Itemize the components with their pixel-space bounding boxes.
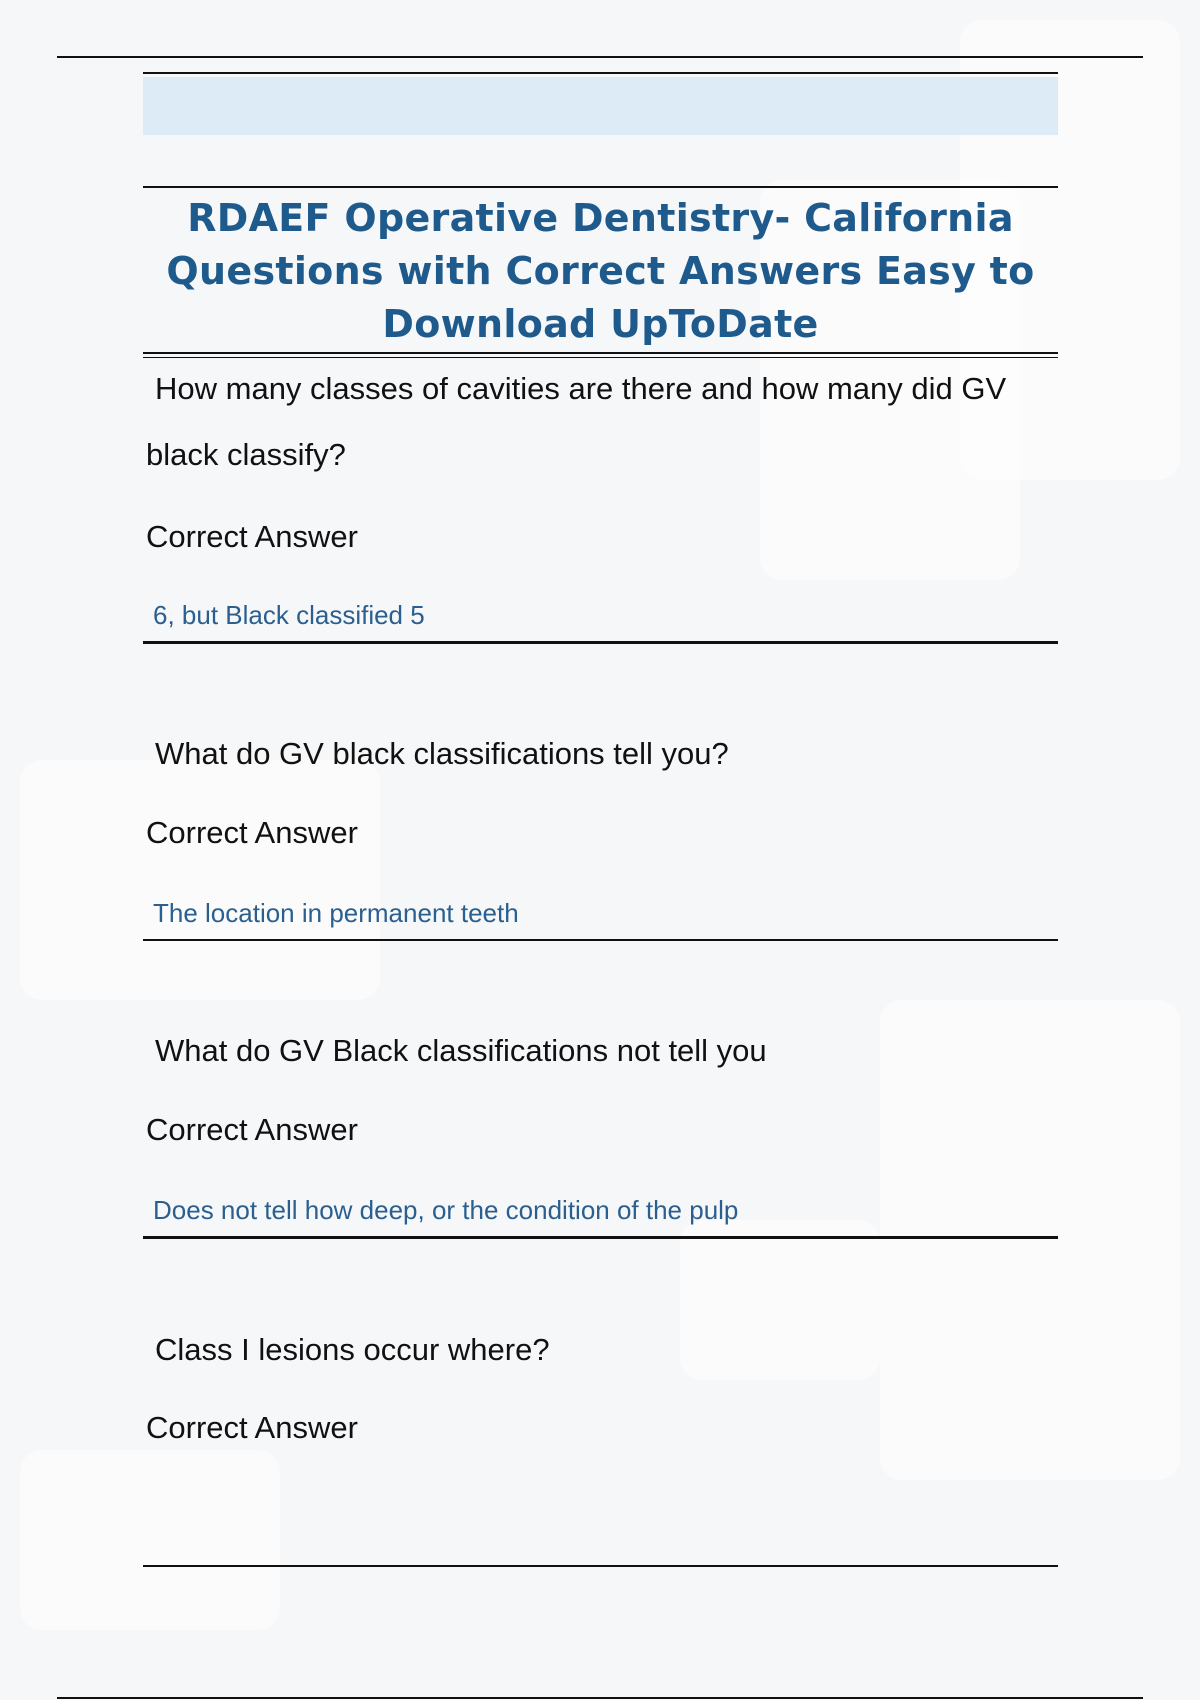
title-bottom-rule <box>143 352 1058 354</box>
header-banner <box>143 77 1058 135</box>
document-title: RDAEF Operative Dentistry- California Questions with Correct Answers Easy to Download UpToDate <box>166 196 1035 346</box>
question-text: What do GV black classifications tell you? <box>155 736 729 771</box>
correct-answer-label: Correct Answer <box>146 1410 358 1445</box>
header-rule <box>57 56 1143 58</box>
correct-answer-label: Correct Answer <box>146 815 358 850</box>
answer-text: 6, but Black classified 5 <box>153 600 425 630</box>
item-divider <box>143 641 1058 644</box>
title-top-rule <box>143 186 1058 188</box>
answer-text: The location in permanent teeth <box>153 898 519 928</box>
item-divider <box>143 939 1058 941</box>
question-text: Class I lesions occur where? <box>155 1332 550 1367</box>
item-divider <box>143 1236 1058 1239</box>
question-text: What do GV Black classifications not tell you <box>155 1033 767 1068</box>
answer-text: Does not tell how deep, or the condition of the pulp <box>153 1195 739 1225</box>
correct-answer-label: Correct Answer <box>146 1112 358 1147</box>
banner-top-rule <box>143 72 1058 74</box>
footer-rule <box>57 1697 1143 1699</box>
correct-answer-label: Correct Answer <box>146 519 358 554</box>
item-divider <box>143 1565 1058 1567</box>
question-text: How many classes of cavities are there and how many did GV black classify? <box>146 371 1007 472</box>
